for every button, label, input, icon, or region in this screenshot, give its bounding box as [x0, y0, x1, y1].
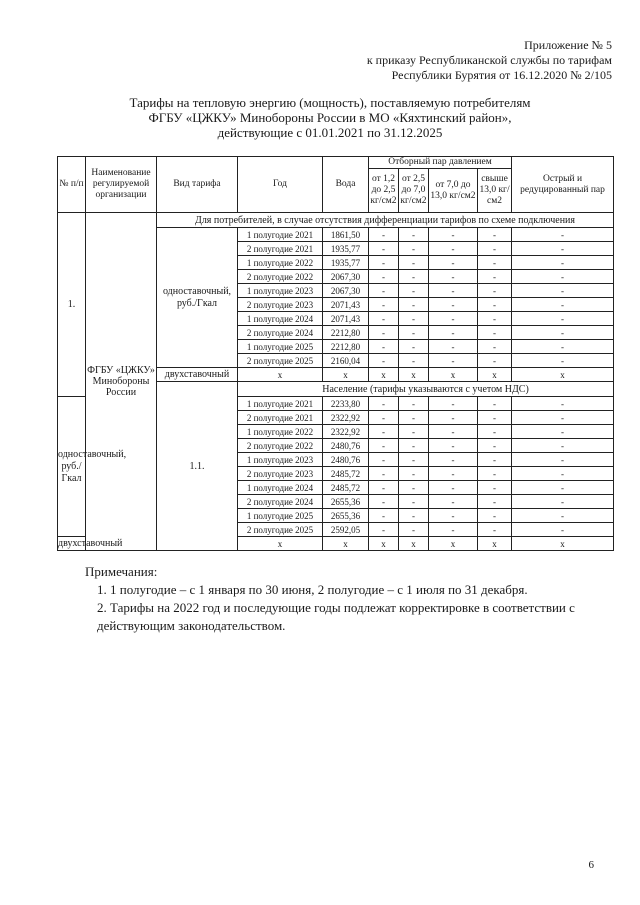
appendix-line-1: Приложение № 5 [524, 38, 612, 52]
dash-cell: - [478, 453, 512, 467]
dash-cell: - [399, 228, 429, 242]
dash-cell: - [512, 326, 614, 340]
note-2 [97, 599, 613, 635]
period-cell: 2 полугодие 2025 [238, 523, 323, 537]
notes [85, 563, 613, 635]
dash-cell: - [399, 284, 429, 298]
dash-cell: - [369, 312, 399, 326]
dash-cell: - [512, 495, 614, 509]
water-value-cell: 2212,80 [323, 340, 369, 354]
dash-cell: - [478, 242, 512, 256]
dash-cell: - [399, 312, 429, 326]
dash-cell: - [399, 495, 429, 509]
header-steam-3: от 7,0 до 13,0 кг/см2 [429, 169, 478, 213]
dash-cell: - [478, 228, 512, 242]
dash-cell: - [369, 354, 399, 368]
period-cell: 1 полугодие 2024 [238, 481, 323, 495]
dash-cell: - [429, 270, 478, 284]
dash-cell: - [478, 411, 512, 425]
water-value-cell: 1861,50 [323, 228, 369, 242]
dash-cell: - [512, 312, 614, 326]
dash-cell: - [369, 298, 399, 312]
dash-cell: - [429, 467, 478, 481]
dash-cell: - [399, 340, 429, 354]
dash-cell: - [369, 242, 399, 256]
single-rate-label: одноставочный, руб./Гкал [58, 397, 86, 537]
dash-cell: - [369, 340, 399, 354]
water-value-cell: 1935,77 [323, 256, 369, 270]
dash-cell: - [369, 453, 399, 467]
period-cell: 1 полугодие 2023 [238, 284, 323, 298]
dash-cell: - [429, 411, 478, 425]
dash-cell: - [478, 481, 512, 495]
dash-cell: - [478, 340, 512, 354]
dash-cell: - [399, 242, 429, 256]
header-steam-1: от 1,2 до 2,5 кг/см2 [369, 169, 399, 213]
header-steam-4: свыше 13,0 кг/см2 [478, 169, 512, 213]
dash-cell: - [399, 467, 429, 481]
period-cell: 2 полугодие 2025 [238, 354, 323, 368]
dash-cell: - [478, 354, 512, 368]
dash-cell: - [399, 453, 429, 467]
dash-cell: - [399, 523, 429, 537]
water-value-cell: 2655,36 [323, 495, 369, 509]
dash-cell: - [369, 467, 399, 481]
organization-name: ФГБУ «ЦЖКУ» Минобороны России [86, 213, 157, 551]
dash-cell: - [478, 256, 512, 270]
dash-cell: - [399, 354, 429, 368]
dash-cell: - [399, 397, 429, 411]
dash-cell: - [429, 509, 478, 523]
dash-cell: - [399, 326, 429, 340]
period-cell: 2 полугодие 2022 [238, 270, 323, 284]
cross-cell: x [478, 537, 512, 551]
dash-cell: - [512, 397, 614, 411]
dash-cell: - [429, 312, 478, 326]
cross-cell: x [323, 537, 369, 551]
section-row [58, 213, 614, 228]
dash-cell: - [399, 298, 429, 312]
dash-cell: - [429, 326, 478, 340]
dash-cell: - [512, 256, 614, 270]
dash-cell: - [478, 509, 512, 523]
dash-cell: - [399, 411, 429, 425]
appendix-header [367, 38, 612, 83]
header-num: № п/п [58, 157, 86, 213]
cross-cell: x [512, 368, 614, 382]
dash-cell: - [399, 481, 429, 495]
header-sharp-steam: Острый и редуцированный пар [512, 157, 614, 213]
period-cell: 2 полугодие 2022 [238, 439, 323, 453]
period-cell: 2 полугодие 2024 [238, 326, 323, 340]
dash-cell: - [429, 495, 478, 509]
cross-cell: x [399, 368, 429, 382]
dash-cell: - [478, 495, 512, 509]
notes-heading: Примечания: [85, 564, 158, 579]
dash-cell: - [429, 228, 478, 242]
dash-cell: - [399, 439, 429, 453]
water-value-cell: 2485,72 [323, 481, 369, 495]
dash-cell: - [429, 298, 478, 312]
dash-cell: - [478, 439, 512, 453]
header-organization: Наименование регулируемой организации [86, 157, 157, 213]
row-number: 1. [58, 213, 86, 397]
dash-cell: - [369, 481, 399, 495]
dash-cell: - [429, 284, 478, 298]
dash-cell: - [369, 228, 399, 242]
water-value-cell: 2322,92 [323, 411, 369, 425]
dash-cell: - [399, 425, 429, 439]
dash-cell: - [512, 340, 614, 354]
dash-cell: - [429, 340, 478, 354]
water-value-cell: 1935,77 [323, 242, 369, 256]
dash-cell: - [429, 523, 478, 537]
cross-cell: x [399, 537, 429, 551]
period-cell: 2 полугодие 2021 [238, 242, 323, 256]
dash-cell: - [369, 411, 399, 425]
dash-cell: - [369, 397, 399, 411]
dash-cell: - [512, 284, 614, 298]
period-cell: 2 полугодие 2021 [238, 411, 323, 425]
table-body [58, 213, 614, 551]
water-value-cell: 2160,04 [323, 354, 369, 368]
dash-cell: - [369, 523, 399, 537]
period-cell: 2 полугодие 2023 [238, 467, 323, 481]
dash-cell: - [399, 256, 429, 270]
note-1: 1. 1 полугодие – с 1 января по 30 июня, 2 полугодие – с 1 июля по 31 декабря. [97, 582, 528, 597]
cross-cell: x [238, 537, 323, 551]
cross-cell: x [478, 368, 512, 382]
period-cell: 2 полугодие 2023 [238, 298, 323, 312]
dash-cell: - [478, 467, 512, 481]
title-line-3: действующие с 01.01.2021 по 31.12.2025 [217, 125, 443, 140]
water-value-cell: 2655,36 [323, 509, 369, 523]
title-line-2: ФГБУ «ЦЖКУ» Минобороны России в МО «Кяхтинский район», [148, 110, 512, 125]
period-cell: 1 полугодие 2022 [238, 256, 323, 270]
header-steam-group: Отборный пар давлением [369, 157, 512, 169]
water-value-cell: 2071,43 [323, 298, 369, 312]
row-number: 1.1. [157, 382, 238, 551]
water-value-cell: 2067,30 [323, 270, 369, 284]
cross-cell: x [323, 368, 369, 382]
header-steam-2: от 2,5 до 7,0 кг/см2 [399, 169, 429, 213]
water-value-cell: 2485,72 [323, 467, 369, 481]
water-value-cell: 2067,30 [323, 284, 369, 298]
water-value-cell: 2480,76 [323, 439, 369, 453]
tariff-table [57, 156, 614, 551]
document-title [60, 95, 600, 140]
dash-cell: - [369, 270, 399, 284]
period-cell: 1 полугодие 2025 [238, 340, 323, 354]
dash-cell: - [429, 453, 478, 467]
dash-cell: - [429, 439, 478, 453]
dash-cell: - [512, 270, 614, 284]
appendix-line-3: Республики Бурятия от 16.12.2020 № 2/105 [391, 68, 612, 82]
title-line-1: Тарифы на тепловую энергию (мощность), поставляемую потребителям [129, 95, 531, 110]
cross-cell: x [369, 537, 399, 551]
period-cell: 1 полугодие 2022 [238, 425, 323, 439]
header-water: Вода [323, 157, 369, 213]
cross-cell: x [429, 537, 478, 551]
dash-cell: - [512, 523, 614, 537]
dash-cell: - [369, 509, 399, 523]
appendix-line-2: к приказу Республиканской службы по тарифам [366, 53, 612, 67]
dash-cell: - [478, 523, 512, 537]
dash-cell: - [399, 270, 429, 284]
dash-cell: - [512, 354, 614, 368]
dash-cell: - [478, 284, 512, 298]
dash-cell: - [369, 326, 399, 340]
water-value-cell: 2592,05 [323, 523, 369, 537]
dash-cell: - [429, 397, 478, 411]
dash-cell: - [478, 397, 512, 411]
water-value-cell: 2322,92 [323, 425, 369, 439]
dash-cell: - [478, 298, 512, 312]
period-cell: 2 полугодие 2024 [238, 495, 323, 509]
period-cell: 1 полугодие 2025 [238, 509, 323, 523]
dash-cell: - [512, 298, 614, 312]
dash-cell: - [512, 439, 614, 453]
dash-cell: - [429, 425, 478, 439]
dash-cell: - [512, 242, 614, 256]
section-label: Для потребителей, в случае отсутствия дифференциации тарифов по схеме подключения [157, 213, 614, 228]
dash-cell: - [512, 467, 614, 481]
two-rate-label: двухставочный [157, 368, 238, 382]
dash-cell: - [369, 284, 399, 298]
dash-cell: - [369, 495, 399, 509]
dash-cell: - [512, 453, 614, 467]
dash-cell: - [512, 509, 614, 523]
period-cell: 1 полугодие 2021 [238, 397, 323, 411]
water-value-cell: 2480,76 [323, 453, 369, 467]
water-value-cell: 2071,43 [323, 312, 369, 326]
dash-cell: - [429, 354, 478, 368]
dash-cell: - [399, 509, 429, 523]
dash-cell: - [429, 256, 478, 270]
cross-cell: x [369, 368, 399, 382]
dash-cell: - [478, 312, 512, 326]
cross-cell: x [512, 537, 614, 551]
dash-cell: - [429, 481, 478, 495]
dash-cell: - [512, 425, 614, 439]
water-value-cell: 2212,80 [323, 326, 369, 340]
dash-cell: - [478, 270, 512, 284]
cross-cell: x [238, 368, 323, 382]
single-rate-label: одноставочный, руб./Гкал [157, 228, 238, 368]
period-cell: 1 полугодие 2024 [238, 312, 323, 326]
note-2-text: 2. Тарифы на 2022 год и последующие годы подлежат корректировке в соответствии с действующим законодательством. [97, 600, 575, 633]
dash-cell: - [369, 439, 399, 453]
two-rate-label: двухставочный [58, 538, 123, 549]
section-label: Население (тарифы указываются с учетом НДС) [238, 382, 614, 397]
dash-cell: - [512, 411, 614, 425]
dash-cell: - [369, 256, 399, 270]
water-value-cell: 2233,80 [323, 397, 369, 411]
period-cell: 1 полугодие 2021 [238, 228, 323, 242]
header-tariff-type: Вид тарифа [157, 157, 238, 213]
dash-cell: - [369, 425, 399, 439]
page-number: 6 [588, 859, 594, 871]
cross-cell: x [429, 368, 478, 382]
dash-cell: - [512, 228, 614, 242]
period-cell: 1 полугодие 2023 [238, 453, 323, 467]
dash-cell: - [478, 326, 512, 340]
dash-cell: - [512, 481, 614, 495]
dash-cell: - [478, 425, 512, 439]
dash-cell: - [429, 242, 478, 256]
header-year: Год [238, 157, 323, 213]
